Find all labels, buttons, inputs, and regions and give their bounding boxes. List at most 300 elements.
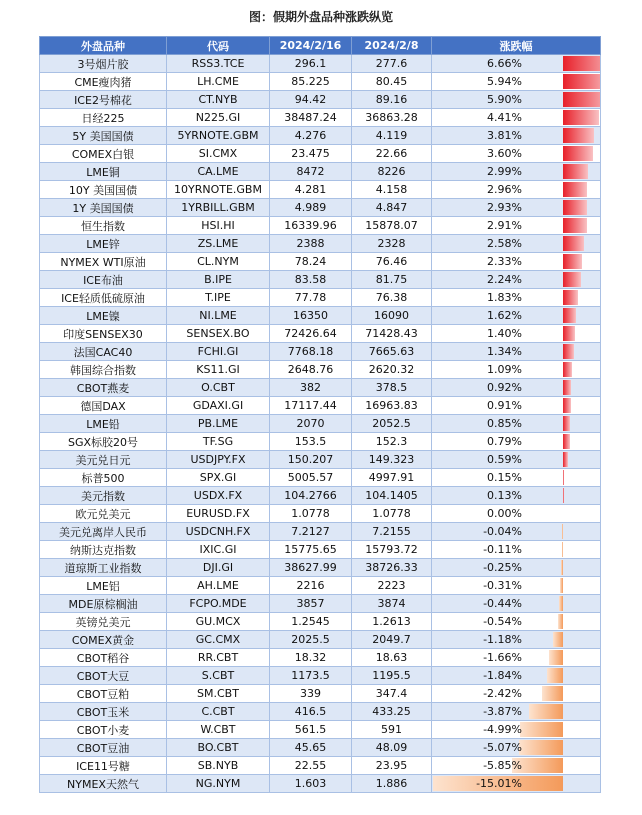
cell-name: CBOT稻谷 xyxy=(40,649,167,667)
table-row xyxy=(40,775,601,793)
cell-date-2-value: 80.45 xyxy=(352,73,432,91)
cell-date-1-value: 1173.5 xyxy=(270,667,352,685)
change-value: 0.91% xyxy=(487,399,522,412)
cell-date-2-value: 277.6 xyxy=(352,55,432,73)
change-value: 5.90% xyxy=(487,93,522,106)
change-value: 4.41% xyxy=(487,111,522,124)
cell-code: GC.CMX xyxy=(167,631,270,649)
cell-change xyxy=(432,685,601,703)
cell-code: FCHI.GI xyxy=(167,343,270,361)
table-row xyxy=(40,145,601,163)
table-row xyxy=(40,739,601,757)
cell-date-2-value: 2223 xyxy=(352,577,432,595)
table-row xyxy=(40,109,601,127)
cell-date-2-value: 149.323 xyxy=(352,451,432,469)
cell-code: GDAXI.GI xyxy=(167,397,270,415)
table-row xyxy=(40,685,601,703)
change-bar xyxy=(563,272,581,287)
cell-date-1-value: 94.42 xyxy=(270,91,352,109)
change-bar xyxy=(562,524,563,539)
cell-change xyxy=(432,649,601,667)
cell-date-1-value: 45.65 xyxy=(270,739,352,757)
cell-code: USDCNH.FX xyxy=(167,523,270,541)
cell-date-2-value: 591 xyxy=(352,721,432,739)
change-value: 6.66% xyxy=(487,57,522,70)
cell-name: ICE轻质低硫原油 xyxy=(40,289,167,307)
cell-change xyxy=(432,775,601,793)
change-value: -15.01% xyxy=(476,777,522,790)
change-value: -1.66% xyxy=(483,651,522,664)
table-row xyxy=(40,487,601,505)
change-bar xyxy=(563,290,578,305)
cell-date-1-value: 104.2766 xyxy=(270,487,352,505)
change-bar xyxy=(563,362,572,377)
cell-date-1-value: 38487.24 xyxy=(270,109,352,127)
cell-date-1-value: 77.78 xyxy=(270,289,352,307)
cell-code: FCPO.MDE xyxy=(167,595,270,613)
cell-code: SM.CBT xyxy=(167,685,270,703)
cell-date-2-value: 4997.91 xyxy=(352,469,432,487)
change-bar xyxy=(560,578,563,593)
change-value: 0.79% xyxy=(487,435,522,448)
cell-code: CA.LME xyxy=(167,163,270,181)
cell-name: 道琼斯工业指数 xyxy=(40,559,167,577)
cell-date-1-value: 15775.65 xyxy=(270,541,352,559)
cell-date-2-value: 48.09 xyxy=(352,739,432,757)
cell-code: RSS3.TCE xyxy=(167,55,270,73)
cell-change xyxy=(432,397,601,415)
change-bar xyxy=(563,488,564,503)
cell-date-2-value: 18.63 xyxy=(352,649,432,667)
cell-code: SPX.GI xyxy=(167,469,270,487)
cell-change xyxy=(432,73,601,91)
cell-change xyxy=(432,325,601,343)
cell-date-2-value: 2049.7 xyxy=(352,631,432,649)
cell-date-2-value: 16963.83 xyxy=(352,397,432,415)
change-bar xyxy=(562,542,563,557)
table-row xyxy=(40,397,601,415)
change-bar xyxy=(558,614,563,629)
cell-date-2-value: 76.38 xyxy=(352,289,432,307)
change-value: 2.96% xyxy=(487,183,522,196)
cell-change xyxy=(432,703,601,721)
cell-change xyxy=(432,433,601,451)
table-row xyxy=(40,343,601,361)
column-header-code: 代码 xyxy=(167,37,270,55)
table-row xyxy=(40,181,601,199)
table-row xyxy=(40,505,601,523)
change-bar xyxy=(563,344,574,359)
cell-date-1-value: 17117.44 xyxy=(270,397,352,415)
cell-code: AH.LME xyxy=(167,577,270,595)
cell-code: SB.NYB xyxy=(167,757,270,775)
cell-name: 恒生指数 xyxy=(40,217,167,235)
change-bar xyxy=(563,470,564,485)
column-header-name: 外盘品种 xyxy=(40,37,167,55)
cell-code: IXIC.GI xyxy=(167,541,270,559)
cell-name: 5Y 美国国债 xyxy=(40,127,167,145)
cell-name: CBOT小麦 xyxy=(40,721,167,739)
cell-date-2-value: 104.1405 xyxy=(352,487,432,505)
table-row xyxy=(40,361,601,379)
cell-date-1-value: 8472 xyxy=(270,163,352,181)
cell-date-2-value: 22.66 xyxy=(352,145,432,163)
cell-change xyxy=(432,379,601,397)
change-value: 2.99% xyxy=(487,165,522,178)
change-bar xyxy=(563,182,587,197)
cell-date-2-value: 8226 xyxy=(352,163,432,181)
cell-code: SENSEX.BO xyxy=(167,325,270,343)
cell-name: 欧元兑美元 xyxy=(40,505,167,523)
cell-name: 美元兑离岸人民币 xyxy=(40,523,167,541)
table-row xyxy=(40,127,601,145)
cell-date-1-value: 4.989 xyxy=(270,199,352,217)
cell-code: SI.CMX xyxy=(167,145,270,163)
cell-date-2-value: 4.847 xyxy=(352,199,432,217)
cell-date-2-value: 152.3 xyxy=(352,433,432,451)
cell-change xyxy=(432,559,601,577)
cell-code: HSI.HI xyxy=(167,217,270,235)
change-value: 1.83% xyxy=(487,291,522,304)
change-bar xyxy=(542,686,563,701)
change-bar xyxy=(520,722,563,737)
cell-name: 纳斯达克指数 xyxy=(40,541,167,559)
table-row xyxy=(40,649,601,667)
change-value: 1.62% xyxy=(487,309,522,322)
change-value: 0.13% xyxy=(487,489,522,502)
cell-change xyxy=(432,109,601,127)
change-bar xyxy=(549,650,563,665)
cell-change xyxy=(432,91,601,109)
change-value: 2.93% xyxy=(487,201,522,214)
cell-change xyxy=(432,487,601,505)
cell-date-2-value: 7665.63 xyxy=(352,343,432,361)
table-row xyxy=(40,757,601,775)
table-row xyxy=(40,235,601,253)
cell-code: USDJPY.FX xyxy=(167,451,270,469)
cell-date-2-value: 2328 xyxy=(352,235,432,253)
change-bar xyxy=(563,452,568,467)
cell-code: 10YRNOTE.GBM xyxy=(167,181,270,199)
cell-name: 英镑兑美元 xyxy=(40,613,167,631)
cell-date-1-value: 72426.64 xyxy=(270,325,352,343)
cell-code: PB.LME xyxy=(167,415,270,433)
cell-name: SGX标胶20号 xyxy=(40,433,167,451)
table-row xyxy=(40,289,601,307)
change-value: -0.44% xyxy=(483,597,522,610)
cell-name: CBOT燕麦 xyxy=(40,379,167,397)
cell-code: KS11.GI xyxy=(167,361,270,379)
cell-date-1-value: 2025.5 xyxy=(270,631,352,649)
change-bar xyxy=(563,254,582,269)
change-bar xyxy=(529,704,563,719)
cell-date-1-value: 2070 xyxy=(270,415,352,433)
cell-name: MDE原棕榈油 xyxy=(40,595,167,613)
cell-change xyxy=(432,271,601,289)
change-value: -1.84% xyxy=(483,669,522,682)
cell-name: 美元兑日元 xyxy=(40,451,167,469)
cell-name: CME瘦肉猪 xyxy=(40,73,167,91)
change-bar xyxy=(547,668,563,683)
table-row xyxy=(40,703,601,721)
cell-change xyxy=(432,541,601,559)
cell-name: LME镍 xyxy=(40,307,167,325)
change-bar xyxy=(559,596,563,611)
cell-change xyxy=(432,667,601,685)
cell-name: CBOT大豆 xyxy=(40,667,167,685)
cell-change xyxy=(432,631,601,649)
change-value: 0.15% xyxy=(487,471,522,484)
cell-date-1-value: 23.475 xyxy=(270,145,352,163)
change-value: -0.54% xyxy=(483,615,522,628)
cell-date-1-value: 5005.57 xyxy=(270,469,352,487)
table-row xyxy=(40,73,601,91)
cell-date-1-value: 382 xyxy=(270,379,352,397)
cell-name: CBOT玉米 xyxy=(40,703,167,721)
cell-date-2-value: 81.75 xyxy=(352,271,432,289)
cell-code: BO.CBT xyxy=(167,739,270,757)
cell-name: LME铝 xyxy=(40,577,167,595)
cell-code: 1YRBILL.GBM xyxy=(167,199,270,217)
change-value: 1.40% xyxy=(487,327,522,340)
cell-date-1-value: 1.0778 xyxy=(270,505,352,523)
cell-change xyxy=(432,145,601,163)
cell-date-1-value: 4.281 xyxy=(270,181,352,199)
change-value: 2.58% xyxy=(487,237,522,250)
cell-date-2-value: 4.158 xyxy=(352,181,432,199)
change-bar xyxy=(563,218,587,233)
change-value: -0.11% xyxy=(483,543,522,556)
cell-date-1-value: 16339.96 xyxy=(270,217,352,235)
table-row xyxy=(40,307,601,325)
cell-change xyxy=(432,253,601,271)
cell-date-1-value: 339 xyxy=(270,685,352,703)
cell-change xyxy=(432,739,601,757)
cell-date-2-value: 38726.33 xyxy=(352,559,432,577)
cell-code: TF.SG xyxy=(167,433,270,451)
cell-name: COMEX白银 xyxy=(40,145,167,163)
change-bar xyxy=(563,416,570,431)
cell-code: O.CBT xyxy=(167,379,270,397)
table-row xyxy=(40,325,601,343)
change-value: -0.31% xyxy=(483,579,522,592)
change-bar xyxy=(563,398,571,413)
cell-date-2-value: 433.25 xyxy=(352,703,432,721)
cell-change xyxy=(432,415,601,433)
cell-date-1-value: 18.32 xyxy=(270,649,352,667)
cell-date-1-value: 4.276 xyxy=(270,127,352,145)
cell-code: T.IPE xyxy=(167,289,270,307)
cell-change xyxy=(432,505,601,523)
table-row xyxy=(40,451,601,469)
cell-date-1-value: 153.5 xyxy=(270,433,352,451)
cell-date-2-value: 378.5 xyxy=(352,379,432,397)
table-row xyxy=(40,217,601,235)
cell-change xyxy=(432,235,601,253)
cell-date-2-value: 36863.28 xyxy=(352,109,432,127)
change-value: 2.24% xyxy=(487,273,522,286)
cell-code: CT.NYB xyxy=(167,91,270,109)
change-bar xyxy=(563,308,576,323)
cell-change xyxy=(432,199,601,217)
cell-code: S.CBT xyxy=(167,667,270,685)
table-row xyxy=(40,541,601,559)
cell-code: N225.GI xyxy=(167,109,270,127)
change-bar xyxy=(563,56,601,71)
change-value: 3.81% xyxy=(487,129,522,142)
cell-name: LME铅 xyxy=(40,415,167,433)
cell-change xyxy=(432,163,601,181)
change-value: -2.42% xyxy=(483,687,522,700)
cell-date-1-value: 2388 xyxy=(270,235,352,253)
cell-name: ICE布油 xyxy=(40,271,167,289)
change-value: 2.33% xyxy=(487,255,522,268)
change-value: 1.09% xyxy=(487,363,522,376)
cell-name: CBOT豆油 xyxy=(40,739,167,757)
cell-name: COMEX黄金 xyxy=(40,631,167,649)
cell-date-1-value: 561.5 xyxy=(270,721,352,739)
cell-name: NYMEX天然气 xyxy=(40,775,167,793)
change-bar xyxy=(563,236,584,251)
change-bar xyxy=(561,560,563,575)
cell-date-1-value: 2216 xyxy=(270,577,352,595)
change-bar xyxy=(563,74,601,89)
change-value: 0.85% xyxy=(487,417,522,430)
change-bar xyxy=(563,326,575,341)
cell-name: 日经225 xyxy=(40,109,167,127)
table-row xyxy=(40,523,601,541)
change-value: 0.00% xyxy=(487,507,522,520)
cell-change xyxy=(432,181,601,199)
cell-date-2-value: 1195.5 xyxy=(352,667,432,685)
cell-date-2-value: 23.95 xyxy=(352,757,432,775)
table-row xyxy=(40,433,601,451)
cell-date-2-value: 1.0778 xyxy=(352,505,432,523)
cell-date-2-value: 15793.72 xyxy=(352,541,432,559)
cell-date-1-value: 83.58 xyxy=(270,271,352,289)
table-row xyxy=(40,721,601,739)
cell-code: C.CBT xyxy=(167,703,270,721)
cell-code: RR.CBT xyxy=(167,649,270,667)
cell-date-2-value: 3874 xyxy=(352,595,432,613)
change-bar xyxy=(563,164,588,179)
table-row xyxy=(40,559,601,577)
cell-change xyxy=(432,595,601,613)
table-row xyxy=(40,163,601,181)
cell-date-2-value: 1.2613 xyxy=(352,613,432,631)
cell-date-2-value: 2620.32 xyxy=(352,361,432,379)
cell-date-1-value: 296.1 xyxy=(270,55,352,73)
cell-date-2-value: 71428.43 xyxy=(352,325,432,343)
column-header-date-1: 2024/2/16 xyxy=(270,37,352,55)
cell-date-2-value: 76.46 xyxy=(352,253,432,271)
cell-date-2-value: 7.2155 xyxy=(352,523,432,541)
cell-name: 韩国综合指数 xyxy=(40,361,167,379)
cell-change xyxy=(432,289,601,307)
cell-code: NI.LME xyxy=(167,307,270,325)
cell-name: 3号烟片胶 xyxy=(40,55,167,73)
cell-date-2-value: 89.16 xyxy=(352,91,432,109)
cell-name: NYMEX WTI原油 xyxy=(40,253,167,271)
change-bar xyxy=(563,146,593,161)
change-bar xyxy=(563,380,571,395)
cell-code: 5YRNOTE.GBM xyxy=(167,127,270,145)
change-value: -0.25% xyxy=(483,561,522,574)
cell-name: 法国CAC40 xyxy=(40,343,167,361)
cell-change xyxy=(432,55,601,73)
table-row xyxy=(40,415,601,433)
change-bar xyxy=(553,632,563,647)
cell-date-1-value: 416.5 xyxy=(270,703,352,721)
change-value: -4.99% xyxy=(483,723,522,736)
cell-date-1-value: 78.24 xyxy=(270,253,352,271)
cell-name: CBOT豆粕 xyxy=(40,685,167,703)
cell-change xyxy=(432,127,601,145)
change-value: 0.59% xyxy=(487,453,522,466)
table-row xyxy=(40,55,601,73)
cell-code: GU.MCX xyxy=(167,613,270,631)
column-header-date-2: 2024/2/8 xyxy=(352,37,432,55)
cell-name: 德国DAX xyxy=(40,397,167,415)
change-bar xyxy=(563,110,599,125)
cell-date-1-value: 22.55 xyxy=(270,757,352,775)
cell-change xyxy=(432,721,601,739)
change-value: -0.04% xyxy=(483,525,522,538)
cell-date-1-value: 1.2545 xyxy=(270,613,352,631)
table-header-row xyxy=(40,37,601,55)
table-row xyxy=(40,91,601,109)
cell-date-2-value: 16090 xyxy=(352,307,432,325)
cell-date-1-value: 150.207 xyxy=(270,451,352,469)
change-value: -5.07% xyxy=(483,741,522,754)
cell-code: B.IPE xyxy=(167,271,270,289)
cell-date-2-value: 347.4 xyxy=(352,685,432,703)
change-value: 0.92% xyxy=(487,381,522,394)
change-bar xyxy=(563,434,570,449)
cell-code: CL.NYM xyxy=(167,253,270,271)
cell-date-1-value: 1.603 xyxy=(270,775,352,793)
cell-date-1-value: 85.225 xyxy=(270,73,352,91)
change-value: 5.94% xyxy=(487,75,522,88)
cell-name: ICE2号棉花 xyxy=(40,91,167,109)
cell-code: DJI.GI xyxy=(167,559,270,577)
cell-code: EURUSD.FX xyxy=(167,505,270,523)
cell-code: NG.NYM xyxy=(167,775,270,793)
table-row xyxy=(40,667,601,685)
table-row xyxy=(40,613,601,631)
change-bar xyxy=(563,92,601,107)
cell-name: 印度SENSEX30 xyxy=(40,325,167,343)
cell-name: 美元指数 xyxy=(40,487,167,505)
cell-date-1-value: 2648.76 xyxy=(270,361,352,379)
cell-change xyxy=(432,217,601,235)
cell-change xyxy=(432,307,601,325)
cell-name: LME锌 xyxy=(40,235,167,253)
cell-change xyxy=(432,523,601,541)
cell-name: 1Y 美国国债 xyxy=(40,199,167,217)
cell-name: LME铜 xyxy=(40,163,167,181)
change-value: -3.87% xyxy=(483,705,522,718)
change-value: 3.60% xyxy=(487,147,522,160)
cell-change xyxy=(432,757,601,775)
change-value: 1.34% xyxy=(487,345,522,358)
table-row xyxy=(40,199,601,217)
cell-date-1-value: 3857 xyxy=(270,595,352,613)
cell-date-1-value: 16350 xyxy=(270,307,352,325)
cell-code: LH.CME xyxy=(167,73,270,91)
cell-change xyxy=(432,613,601,631)
cell-code: USDX.FX xyxy=(167,487,270,505)
